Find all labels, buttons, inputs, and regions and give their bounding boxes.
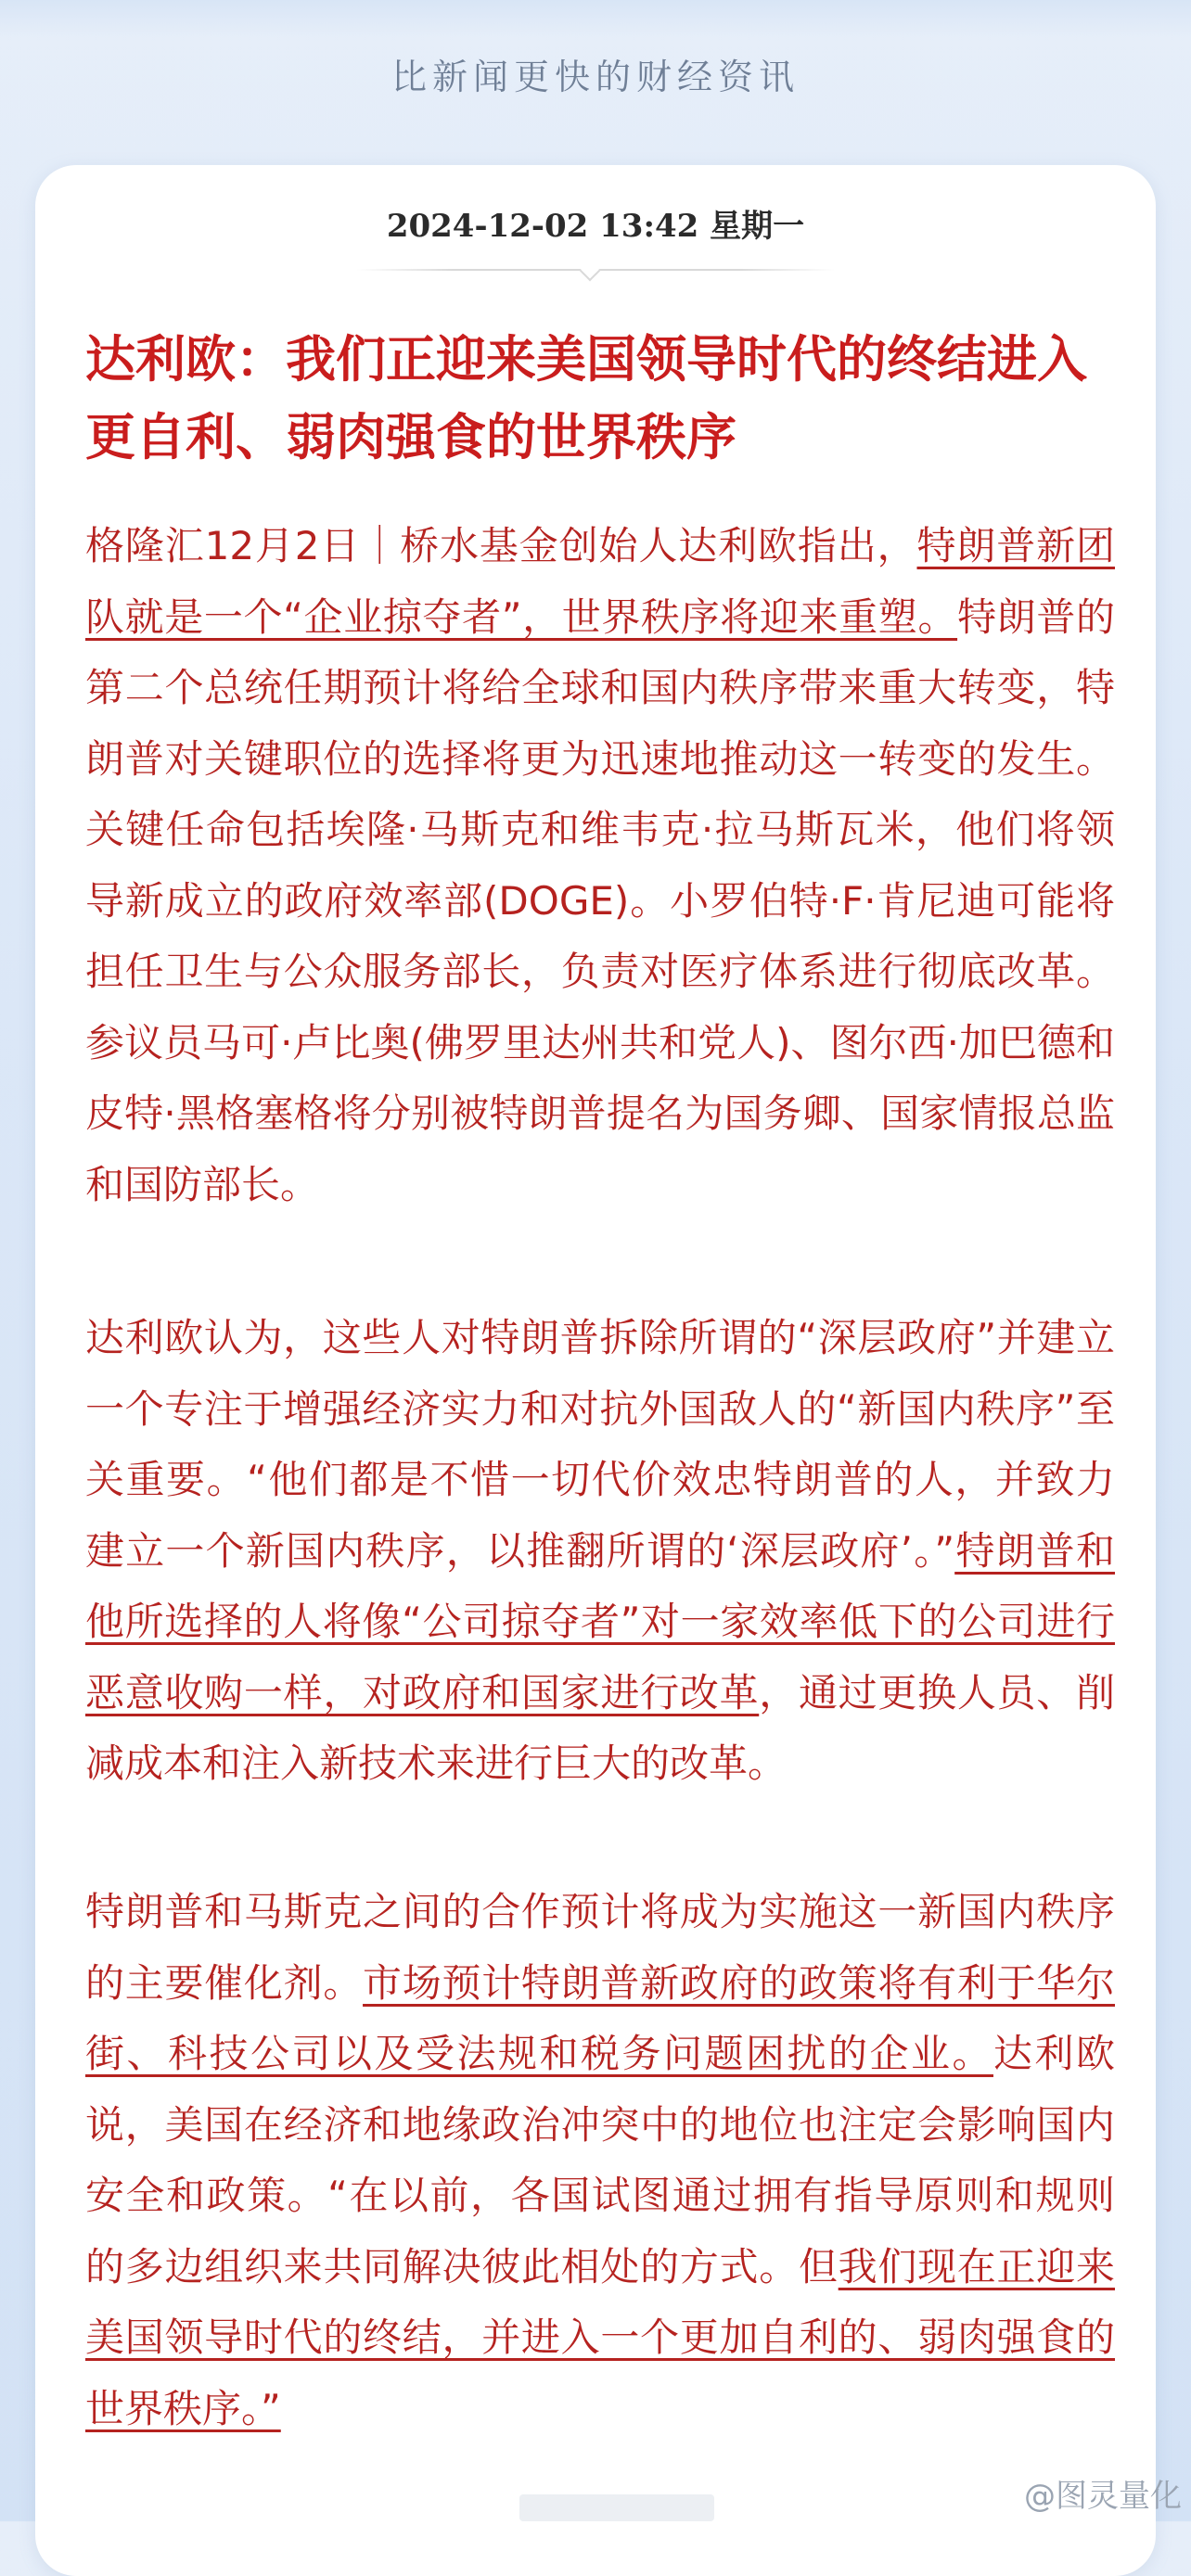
paragraph-segment: 达利欧认为，这些人对特朗普拆除所谓的“深层政府”并建立一个专注于增强经济实力和对抗外国敌人的“新国内秩序”至关重要。“他们都是不惜一切代价效忠特朗普的人，并致力建立一个新国内秩序，以推翻所谓的‘深层政府’。”	[85, 1315, 1115, 1574]
blurred-area	[519, 2494, 714, 2521]
watermark-text: @图灵量化	[1024, 2478, 1182, 2515]
page-tagline: 比新闻更快的财经资讯	[391, 57, 800, 97]
paragraph-segment: 格隆汇12月2日｜桥水基金创始人达利欧指出，	[85, 523, 917, 568]
article-paragraph	[85, 511, 1115, 1220]
article-headline: 达利欧：我们正迎来美国领导时代的终结进入更自利、弱肉强食的世界秩序	[85, 329, 1087, 466]
top-sheen	[0, 0, 1191, 37]
article-paragraph	[85, 1877, 1115, 2444]
article-paragraph	[85, 1303, 1115, 1800]
paragraph-segment: 达利欧说，美国在经济和地缘政治冲突中的地位也注定会影响国内安全和政策。“在以前，各国试图通过拥有指导原则和规则的多边组织来共同解决彼此相处的方式。但	[85, 2031, 1115, 2289]
paragraph-segment: 特朗普的第二个总统任期预计将给全球和国内秩序带来重大转变，特朗普对关键职位的选择将更为迅速地推动这一转变的发生。关键任命包括埃隆·马斯克和维韦克·拉马斯瓦米，他们将领导新成立的政府效率部(DOGE)。小罗伯特·F·肯尼迪可能将担任卫生与公众服务部长，负责对医疗体系进行彻底改革。参议员马可·卢比奥(佛罗里达州共和党人)、图尔西·加巴德和皮特·黑格塞格将分别被特朗普提名为国务卿、国家情报总监和国防部长。	[85, 593, 1115, 1207]
highlighted-segment: 我们现在正迎来美国领导时代的终结，并进入一个更加自利的、弱肉强食的世界秩序。”	[85, 2243, 1115, 2431]
highlighted-segment: 特朗普新团队就是一个“企业掠夺者”，世界秩序将迎来重塑。	[85, 523, 1115, 640]
highlighted-segment: 市场预计特朗普新政府的政策将有利于华尔街、科技公司以及受法规和税务问题困扰的企业。	[85, 1959, 1115, 2076]
highlighted-segment: 特朗普和他所选择的人将像“公司掠夺者”对一家效率低下的公司进行恶意收购一样，对政府和国家进行改革	[85, 1527, 1115, 1715]
paragraph-segment: ，通过更换人员、削减成本和注入新技术来进行巨大的改革。	[85, 1669, 1115, 1786]
article-date: 2024-12-02 13:42 星期一	[386, 208, 805, 245]
paragraph-segment: 特朗普和马斯克之间的合作预计将成为实施这一新国内秩序的主要催化剂。	[85, 1889, 1115, 2006]
